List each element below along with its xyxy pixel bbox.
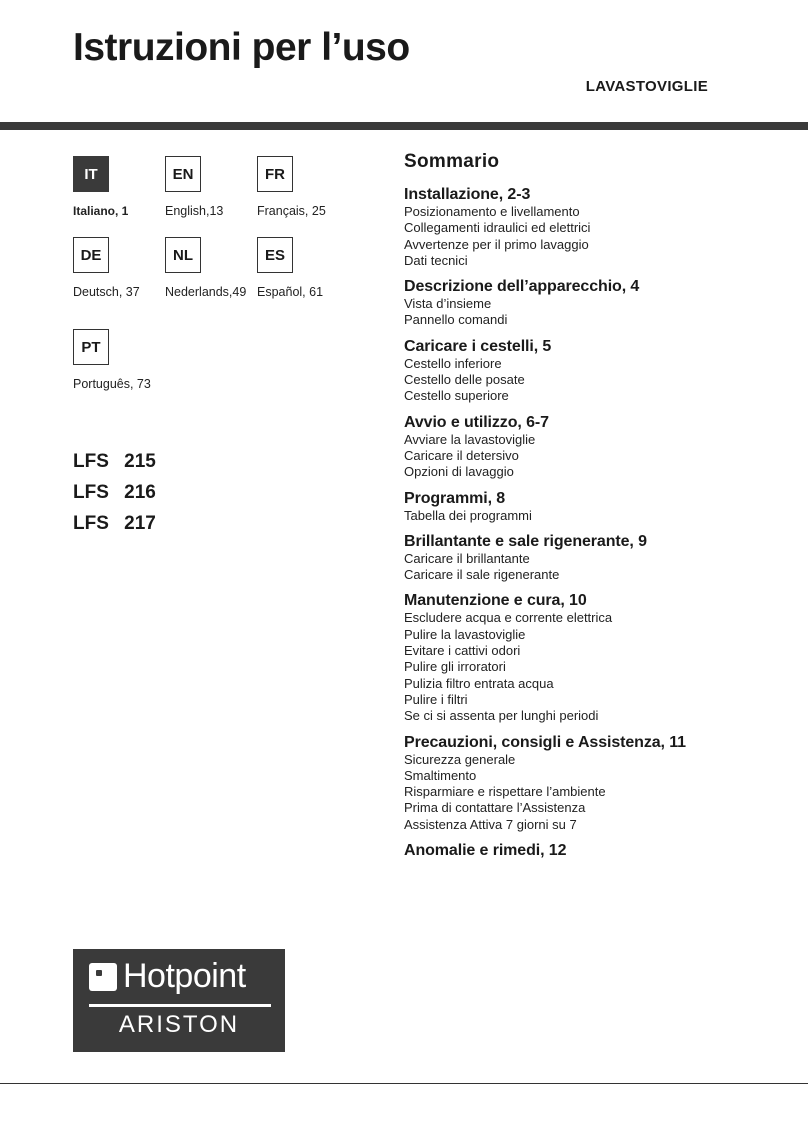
lang-en[interactable] — [165, 156, 224, 218]
footer-divider — [0, 1083, 808, 1084]
toc-item[interactable]: Avvertenze per il primo lavaggio — [404, 236, 589, 252]
logo-brand-top: Hotpoint — [123, 957, 246, 995]
toc-item[interactable]: Avviare la lavastoviglie — [404, 431, 536, 447]
logo-divider — [89, 1004, 271, 1007]
toc-item[interactable]: Pannello comandi — [404, 312, 508, 328]
toc-section-title[interactable]: Precauzioni, consigli e Assistenza, 11 — [404, 733, 686, 751]
toc-item[interactable]: Pulire la lavastoviglie — [404, 626, 526, 642]
toc-item[interactable]: Opzioni di lavaggio — [404, 464, 514, 480]
toc-section-title[interactable]: Avvio e utilizzo, 6-7 — [404, 413, 549, 431]
table-of-contents — [404, 151, 784, 869]
toc-section — [404, 842, 784, 860]
toc-item[interactable]: Smaltimento — [404, 767, 477, 783]
toc-title: Sommario — [404, 151, 500, 172]
lang-code-box: DE — [73, 237, 109, 273]
lang-label: Português, 73 — [73, 377, 151, 391]
toc-section — [404, 490, 784, 524]
lang-nl[interactable] — [165, 237, 247, 299]
toc-section-title[interactable]: Brillantante e sale rigenerante, 9 — [404, 532, 647, 550]
lang-it[interactable] — [73, 156, 129, 218]
lang-label: Español, 61 — [257, 285, 324, 299]
lang-code-box: IT — [73, 156, 109, 192]
toc-item[interactable]: Dati tecnici — [404, 252, 468, 268]
toc-section-title[interactable]: Caricare i cestelli, 5 — [404, 337, 552, 355]
lang-code-box: NL — [165, 237, 201, 273]
page-title: Istruzioni per l’uso — [73, 26, 410, 69]
toc-item[interactable]: Se ci si assenta per lunghi periodi — [404, 708, 599, 724]
toc-section-title[interactable]: Anomalie e rimedi, 12 — [404, 842, 567, 860]
lang-label: Italiano, 1 — [73, 204, 129, 218]
toc-section — [404, 734, 784, 833]
lang-label: Nederlands,49 — [165, 285, 247, 299]
lang-code-box: EN — [165, 156, 201, 192]
toc-section — [404, 414, 784, 481]
toc-item[interactable]: Caricare il sale rigenerante — [404, 567, 560, 583]
lang-es[interactable] — [257, 237, 324, 299]
toc-item[interactable]: Pulire gli irroratori — [404, 659, 506, 675]
toc-section-title[interactable]: Installazione, 2-3 — [404, 186, 531, 203]
toc-sections — [404, 186, 784, 860]
lang-label: English,13 — [165, 204, 224, 218]
toc-section — [404, 278, 784, 329]
lang-de[interactable] — [73, 237, 140, 299]
toc-item[interactable]: Assistenza Attiva 7 giorni su 7 — [404, 816, 577, 832]
lang-code-box: PT — [73, 329, 109, 365]
toc-section — [404, 533, 784, 584]
model-name: LFS 217 — [73, 513, 156, 534]
toc-item[interactable]: Pulizia filtro entrata acqua — [404, 675, 554, 691]
model-name: LFS 215 — [73, 451, 156, 472]
toc-item[interactable]: Caricare il detersivo — [404, 447, 519, 463]
toc-item[interactable]: Tabella dei programmi — [404, 507, 532, 523]
model-list — [73, 450, 156, 543]
hotpoint-ariston-logo — [73, 949, 285, 1052]
toc-item[interactable]: Risparmiare e rispettare l’ambiente — [404, 784, 606, 800]
toc-section — [404, 186, 784, 269]
toc-item[interactable]: Collegamenti idraulici ed elettrici — [404, 220, 591, 236]
logo-brand-bottom: ARISTON — [118, 1011, 240, 1038]
hotpoint-logo-icon — [89, 963, 117, 991]
toc-item[interactable]: Cestello inferiore — [404, 355, 502, 371]
toc-item[interactable]: Cestello delle posate — [404, 372, 525, 388]
toc-item[interactable]: Escludere acqua e corrente elettrica — [404, 610, 613, 626]
toc-item[interactable]: Vista d’insieme — [404, 296, 492, 312]
toc-item[interactable]: Sicurezza generale — [404, 751, 516, 767]
toc-section-title[interactable]: Manutenzione e cura, 10 — [404, 592, 587, 610]
lang-pt[interactable] — [73, 329, 151, 391]
toc-section-title[interactable]: Descrizione dell’apparecchio, 4 — [404, 278, 640, 296]
toc-item[interactable]: Posizionamento e livellamento — [404, 204, 580, 219]
product-type: LAVASTOVIGLIE — [585, 78, 708, 95]
model-name: LFS 216 — [73, 482, 156, 503]
toc-section-title[interactable]: Programmi, 8 — [404, 489, 506, 507]
lang-label: Deutsch, 37 — [73, 285, 140, 299]
lang-code-box: FR — [257, 156, 293, 192]
lang-code-box: ES — [257, 237, 293, 273]
toc-item[interactable]: Cestello superiore — [404, 388, 509, 404]
lang-fr[interactable] — [257, 156, 326, 218]
toc-section — [404, 592, 784, 724]
header-divider — [0, 122, 808, 130]
toc-section — [404, 338, 784, 405]
toc-item[interactable]: Pulire i filtri — [404, 691, 468, 707]
lang-label: Français, 25 — [257, 204, 326, 218]
toc-item[interactable]: Caricare il brillantante — [404, 550, 530, 566]
toc-item[interactable]: Prima di contattare l’Assistenza — [404, 800, 586, 816]
toc-item[interactable]: Evitare i cattivi odori — [404, 643, 521, 659]
